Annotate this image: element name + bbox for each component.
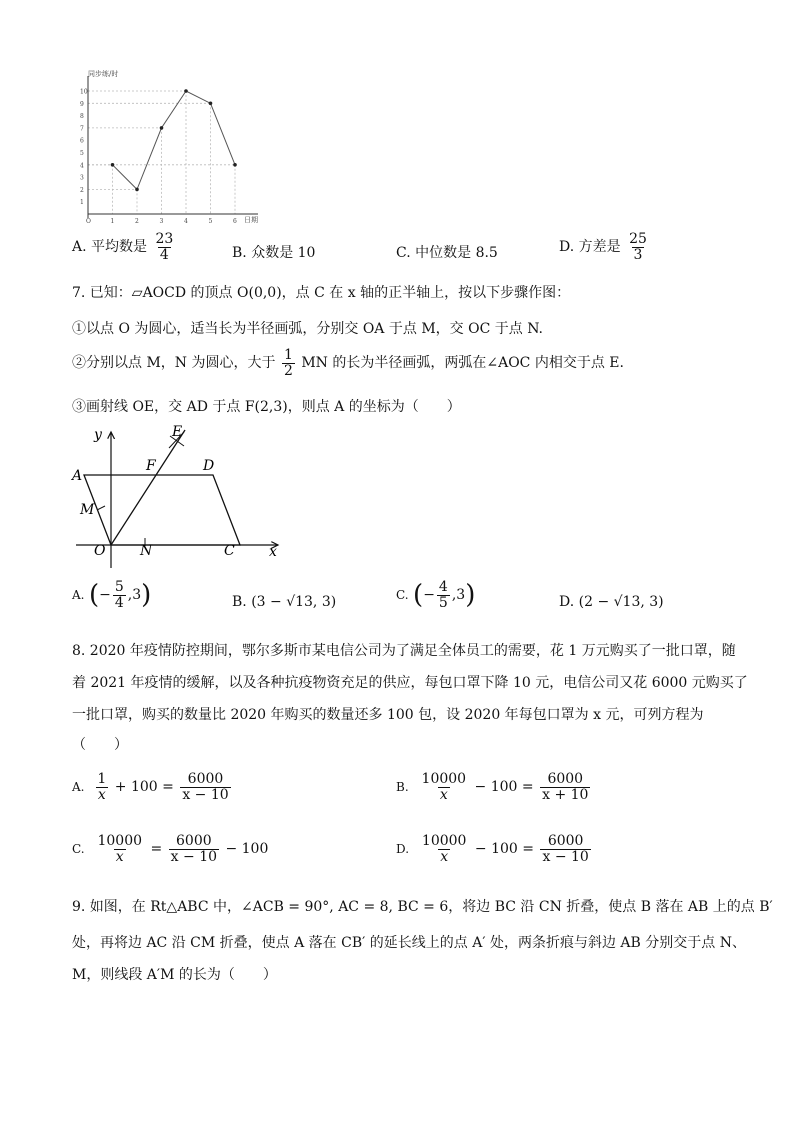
y-axis-label: 同步练/时 [88,70,119,78]
q8-c-label: C. [72,842,85,857]
label-x: x [269,544,277,560]
q8-line2: 着 2021 年疫情的缓解，以及各种抗疫物资充足的供应，每包口罩下降 10 元，电信公司又花 6000 元购买了 [72,675,748,691]
label-N: N [140,543,153,559]
label-C: C [224,543,235,559]
q7-step2-numerator: 1 [283,347,293,363]
y-tick-label: 10 [80,88,88,96]
q7-option-c-label: C. [396,588,409,603]
x-tick-label: 5 [208,218,213,225]
data-point [184,89,188,93]
y-tick-label: 9 [80,100,84,108]
y-tick-label: 3 [80,174,84,182]
y-tick-label: 1 [80,199,84,207]
q8-d-mid: − 100 = [474,841,535,858]
q6-a-numerator: 23 [155,231,174,247]
q7-figure [70,424,290,570]
data-point [209,102,213,106]
ray-OE [111,430,185,545]
x-axis-label: 日期 [244,216,258,224]
q8-option-a[interactable] [72,772,233,802]
q8-a-label: A. [72,780,85,795]
q8-b-f1-num: 10000 [421,771,467,787]
q8-line1: 8. 2020 年疫情防控期间，鄂尔多斯市某电信公司为了满足全体员工的需要，花 1 万元购买了一批口罩，随 [72,643,736,659]
q6-d-numerator: 25 [629,231,647,247]
q8-c-mid: = [150,841,163,858]
x-tick-label: 6 [233,218,237,225]
q7-option-b[interactable]: B. (3 − √13, 3) [232,594,337,610]
series-line [113,91,236,189]
q8-d-label: D. [396,842,410,857]
q7-step2-pre: ②分别以点 M，N 为圆心，大于 [72,355,276,372]
q8-option-b[interactable] [396,772,592,802]
q8-option-d[interactable] [396,834,593,864]
q6-option-b[interactable]: B. 众数是 10 [232,245,316,261]
q8-c-f1-den: x [115,848,124,865]
x-tick-label: 3 [159,218,164,225]
x-tick-label: 2 [135,218,139,225]
q8-d-f2-den: x − 10 [542,848,589,865]
label-O: O [94,543,106,559]
q7-a-denominator: 4 [114,594,124,611]
q8-b-f1-den: x [439,786,448,803]
line-chart [78,68,268,228]
y-tick-label: 6 [80,137,84,145]
q7-step2-post: MN 的长为半径画弧，两弧在∠AOC 内相交于点 E. [301,355,624,372]
q8-line3: 一批口罩，购买的数量比 2020 年购买的数量还多 100 包，设 2020 年每包口罩为 x 元，可列方程为 [72,707,704,723]
q7-stem: 7. 已知：▱AOCD 的顶点 O(0,0)，点 C 在 x 轴的正半轴上，按以下步骤作图： [72,285,571,301]
q7-step3: ③画射线 OE，交 AD 于点 F(2,3)，则点 A 的坐标为（ ） [72,399,461,415]
x-tick-label: 4 [184,218,188,225]
y-tick-label: 4 [80,162,84,170]
q8-line4: （ ） [72,737,128,753]
q7-option-d[interactable]: D. (2 − √13, 3) [559,594,664,610]
q8-b-f2-den: x + 10 [542,786,589,803]
q8-c-f2-num: 6000 [176,833,212,849]
y-tick-label: 2 [80,186,84,194]
q6-option-d[interactable] [559,232,651,262]
data-point [160,126,164,130]
q7-a-tail: ,3 [127,587,142,604]
q8-b-label: B. [396,780,409,795]
q8-a-f2-num: 6000 [187,771,224,787]
q7-option-c[interactable]: C. (− $\frac{4}{5}$ ,3) [396,579,476,611]
q7-option-a[interactable]: A. (− $\frac{5}{4}$ ,3) [72,579,152,611]
q8-d-f1-den: x [440,848,449,865]
parallelogram-AOCD [84,475,240,545]
q6-option-a[interactable] [72,232,177,262]
label-D: D [203,458,215,474]
q6-d-denominator: 3 [633,246,643,263]
label-y: y [94,427,102,443]
y-tick-label: 7 [80,125,84,133]
q7-a-numerator: 5 [114,579,124,595]
q8-c-tail: − 100 [225,841,269,858]
q8-a-f2-den: x − 10 [182,786,229,803]
q8-b-mid: − 100 = [474,779,534,796]
q8-option-c[interactable] [72,834,268,864]
q7-c-numerator: 4 [438,579,448,595]
q7-step2-denominator: 2 [283,362,293,379]
x-tick-label: 1 [110,218,115,225]
q8-a-f1-den: x [97,786,106,803]
data-point [135,188,139,192]
arc-mark-M [97,506,105,510]
q8-d-f2-num: 6000 [547,833,584,849]
q6-a-denominator: 4 [159,246,169,263]
q8-d-f1-num: 10000 [421,833,467,849]
q8-c-f1-num: 10000 [97,833,143,849]
x-tick-label: O [86,218,91,225]
q7-step1: ①以点 O 为圆心，适当长为半径画弧，分别交 OA 于点 M，交 OC 于点 N. [72,321,543,337]
q8-a-mid: + 100 = [114,779,174,796]
label-A: A [72,468,83,484]
label-M: M [80,502,95,518]
q7-c-denominator: 5 [438,594,448,611]
q6-option-a-label: A. 平均数是 [72,239,148,256]
q7-option-a-label: A. [72,588,85,603]
q7-c-tail: ,3 [451,587,466,604]
q7-c-sign: − [423,587,435,604]
q6-option-c[interactable]: C. 中位数是 8.5 [396,245,498,261]
q8-c-f2-den: x − 10 [170,848,218,865]
y-tick-label: 8 [80,113,84,121]
q6-option-d-label: D. 方差是 [559,239,621,256]
y-tick-label: 5 [80,150,84,157]
q9-line2: 处，再将边 AC 沿 CM 折叠，使点 A 落在 CB′ 的延长线上的点 A′ 处，两条折痕与斜边 AB 分别交于点 N、 [72,935,746,951]
q9-line1: 9. 如图，在 Rt△ABC 中，∠ACB = 90°, AC = 8, BC = 6，将边 BC 沿 CN 折叠，使点 B 落在 AB 上的点 B′ [72,899,773,915]
q8-b-f2-num: 6000 [547,771,584,787]
label-E: E [172,424,183,440]
q7-step2 [72,348,624,378]
data-point [111,163,115,167]
label-F: F [146,458,156,474]
data-point [233,163,237,167]
q7-a-sign: − [99,587,111,604]
q8-a-f1-num: 1 [97,771,107,787]
q9-line3: M，则线段 A′M 的长为（ ） [72,967,277,983]
